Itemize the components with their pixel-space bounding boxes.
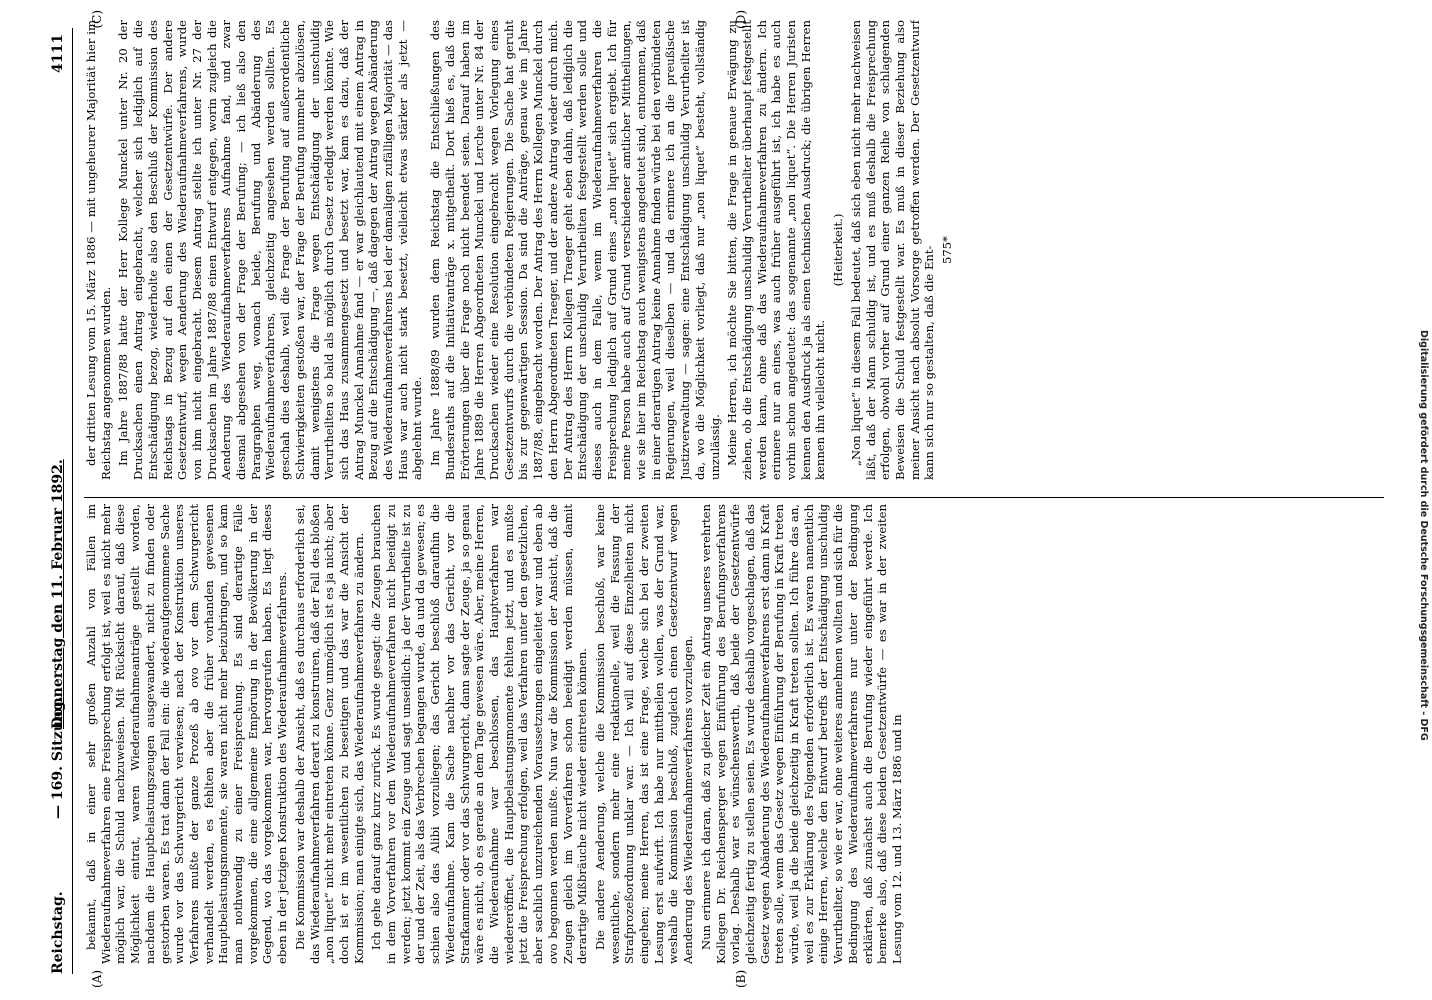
paragraph: „Non liquet“ in diesem Fall bedeutet, daß sich eben nicht mehr nachweisen läßt, daß der Mann schuldig ist, und es muß deshalb die Freisprechung erfolgen, obwohl vorher auf Grund einer ganzen Reihe von schlagenden Beweisen die Schuld festgestellt war. Es muß in dieser Beziehung also meiner Ansicht nach absolut Vorsorge getroffen werden. Der Gesetzentwurf kann sich nur so gestalten, daß die Ent- — [848, 20, 937, 480]
margin-marker-a: (A) — [90, 969, 104, 988]
right-column — [84, 20, 1384, 480]
stage-direction: (Heiterkeit.) — [831, 213, 846, 287]
paragraph: bekannt, daß in einer sehr großen Anzahl von Fällen im Wiederaufnahmeverfahren eine Freisprechung erfolgt ist, weil es nicht mehr möglich war, die Schuld nachzuweisen. Mit Rücksicht darauf, daß diese Möglichkeit eintrat, waren Wiederaufnahmeanträge gestellt worden, nachdem die Hauptbelastungszeugen ausgewandert, nicht zu finden oder gestorben waren. Es trat dann der Fall ein: die wiederaufgenommene Sache wurde vor das Schwurgericht verwiesen; nach der Konstruktion unseres Verfahrens mußte der ganze Prozeß ab ovo vor dem Schwurgericht verhandelt werden, es fehlten aber die früher vorhanden gewesenen Hauptbelastungsmomente, sie waren nicht mehr beizubringen, und so kam man nothwendig zu einer Freisprechung. Es sind derartige Fälle vorgekommen, die eine allgemeine Empörung in der Bevölkerung in der Gegend, wo das vorgekommen war, hervorgerufen haben. Es liegt dieses eben in der jetzigen Konstruktion des Wiederaufnahmeverfahrens. — [84, 504, 290, 964]
signature-mark: 575* — [940, 236, 955, 264]
margin-marker-b: (B) — [734, 969, 748, 988]
paragraph: Ich gehe darauf ganz kurz zurück. Es wurde gesagt: die Zeugen brauchen in dem Vorverfahren vor dem Wiederaufnahmeverfahren nicht beeidigt zu werden; jetzt kommt ein Zeuge und sagt unseidlich: ja der Verurtheilte ist zu der und der Zeit, als das Verbrechen begangen wurde, da und da gewesen; es schien also das Alibi vorzuliegen; das Gericht beschloß daraufhin die Wiederaufnahme. Kam die Sache nachher vor das Gericht, vor die Strafkammer oder vor das Schwurgericht, dann sagte der Zeuge, ja so genau wäre es nicht, ob es gerade an dem Tage gewesen wäre. Aber, meine Herren, die Wiederaufnahme war beschlossen, das Hauptverfahren war wiedereröffnet, die Hauptbelastungsmomente fehlten jetzt, und es mußte jetzt die Freisprechung erfolgen, weil das Verfahren unter den gesetzlichen, aber sachlich unzureichenden Voraussetzungen eingeleitet war und eben ab ovo begonnen werden mußte. Nun war die Kommission der Ansicht, daß die Zeugen gleich im Vorverfahren schon beeidigt werden müssen, damit derartige Mißbräuche nicht wieder eintreten können. — [369, 504, 590, 964]
header-date: Donnerstag den 11. Februar 1892. — [50, 459, 66, 729]
page-number: 4111 — [50, 34, 66, 73]
paragraph: Meine Herren, ich möchte Sie bitten, die Frage in genaue Erwägung zu ziehen, ob die Entschädigung unschuldig Verurtheilter überhaupt festgestellt werden kann, ohne daß das Wiederaufnahmeverfahren zu ändern. Ich erinnere nur an eines, was auch früher ausgeführt ist, ich habe es auch vorhin schon angedeutet: das sogenannte „non liquet“. Die Herren Juristen kennen den Ausdruck ja als einen technischen Ausdruck; die übrigen Herren kennen ihn vielleicht nicht. — [725, 20, 828, 480]
header-title: Reichstag. — [50, 891, 66, 974]
paragraph: der dritten Lesung vom 15. März 1886 — mit ungeheurer Majorität hier im Reichstag angenommen wurden. — [84, 20, 113, 480]
page-header — [32, 28, 73, 974]
paragraph: Die andere Aenderung, welche die Kommission beschloß, war keine wesentliche, sondern mehr eine redaktionelle, weil die Fassung der Strafprozeßordnung unklar war. — Ich will auf diese Einzelheiten nicht eingehen; meine Herren, das ist eine Frage, welche sich bei der zweiten Lesung erst aufwirft. Ich habe nur mittheilen wollen, was der Grund war, weshalb die Kommission beschloß, zugleich einen Gesetzentwurf wegen Aenderung des Wiederaufnahmeverfahrens vorzulegen. — [592, 504, 696, 964]
paragraph: Im Jahre 1887/88 hatte der Herr Kollege Munckel unter Nr. 20 der Drucksachen einen Antrag eingebracht, welcher sich lediglich auf die Entschädigung bezog, wiederholte also den Beschluß der Kommission des Reichstags in Bezug auf den einen der Gesetzentwürfe. Der andere Gesetzentwurf, wegen Aenderung des Wiederaufnahmeverfahrens, wurde von ihm nicht eingebracht. Diesem Antrag stellte ich unter Nr. 27 der Drucksachen im Jahre 1887/88 einen Entwurf entgegen, worin zugleich die Aenderung des Wiederaufnahmeverfahrens Aufnahme fand, und zwar diesmal abgesehen von der Frage der Berufung; — ich ließ also den Paragraphen weg, wonach beide, Berufung und Abänderung des Wiederaufnahmeverfahrens, gleichzeitig angesehen werden sollten. Es geschah dies deshalb, weil die Frage der Berufung auf außerordentliche Schwierigkeiten gestoßen war, der Frage der Berufung nunmehr abzulösen, damit wenigstens die Frage wegen Entschädigung der unschuldig Verurtheilten so bald als möglich durch Gesetz erledigt werden könnte. Wie sich das Haus zusammengesetzt und besetzt war, kam es dazu, daß der Antrag Munckel Annahme fand — er war gleichlautend mit einem Antrag in Bezug auf die Entschädigung —, daß dagegen der Antrag wegen Abänderung des Wiederaufnahmeverfahrens bei der damaligen zufälligen Majorität — das Haus war auch nicht stark besetzt, vielleicht etwas stärker als jetzt — abgelehnt wurde. — [116, 20, 425, 480]
paragraph: Die Kommission war deshalb der Ansicht, daß es durchaus erforderlich sei, das Wiederaufnahmeverfahren derart zu konstruiren, daß der Fall des bloßen „non liquet“ nicht mehr eintreten könne. Genz unmöglich ist es ja nicht; aber doch ist er im wesentlichen zu beseitigen und das war die Ansicht der Kommission; man einigte sich, das Wiederaufnahmeverfahren zu ändern. — [292, 504, 366, 964]
paragraph: Im Jahre 1888/89 wurden dem Reichstag die Entschließungen des Bundesraths auf die Initiativanträge x. mitgetheilt. Dort hieß es, daß die Erörterungen über die Frage noch nicht beendet seien. Darauf haben im Jahre 1889 die Herren Abgeordneten Munckel und Lerche unter Nr. 84 der Drucksachen wieder eine Resolution eingebracht wegen Vorlegung eines Gesetzentwurfs durch die verbündeten Regierungen. Die Sache hat geruht bis zur gegenwärtigen Session. Da sind die Anträge, genau wie im Jahre 1887/88, eingebracht worden. Der Antrag des Herrn Kollegen Munckel durch den Herrn Abgeordneten Traeger, und der andere Antrag wieder durch mich. Der Antrag des Herrn Kollegen Traeger geht eben dahin, daß lediglich die Entschädigung der unschuldig Verurtheilten festgestellt werden solle und dieses auch in dem Falle, wenn im Wiederaufnahmeverfahren die Freisprechung lediglich auf Grund eines „non liquet“ sich ergiebt. Ich für meine Person habe auch auf Grund verschiedener amtlicher Mittheilungen, wie sie hier im Reichstag auch wenigstens angedeutet sind, entnommen, daß in einer derartigen Antrag keine Annahme finden würde bei den verbündeten Regierungen, weil dieselben — und da erinnere ich an die preußische Justizverwaltung — sagen: eine Entschädigung unschuldig Verurtheilter ist da, wo die Möglichkeit vorliegt, daß nur „non liquet“ besteht, vollständig unzulässig. — [428, 20, 722, 480]
left-column — [84, 504, 1384, 964]
document-page — [14, 8, 1418, 992]
dfg-side-note: Digitalisierung gefördert durch die Deutsche Forschungsgemeinschaft - DFG — [1418, 330, 1429, 741]
margin-marker-c: (C) — [90, 10, 104, 29]
header-session: — 169. Sitzung. — [50, 696, 66, 819]
paragraph: Nun erinnere ich daran, daß zu gleicher Zeit ein Antrag unseres verehrten Kollegen Dr. Reichensperger wegen Einführung des Berufungsverfahrens vorlag. Deshalb war es wünschenswerth, daß beide der Gesetzentwürfe gleichzeitig fertig zu stellen seien. Es wurde deshalb vorgeschlagen, daß das Gesetz wegen Abänderung des Wiederaufnahmeverfahrens erst dann in Kraft treten solle, wenn das Gesetz wegen Einführung der Berufung in Kraft treten würde, weil ja die beide gleichzeitig in Kraft treten sollten. Ich führe das an, weil es zur Erklärung des Folgenden erforderlich ist. Es waren namentlich einige Herren, welche den Entwurf betreffs der Entschädigung unschuldig Verurtheilter, so wie er war, ohne weiteres annehmen wollten und sich für die Bedingung des Wiederaufnahmeverfahrens nur unter der Bedingung erklärten, daß zunächst auch die Berufung wieder eingeführt werde. Ich bemerke also, daß diese beiden Gesetzentwürfe — es war in der zweiten Lesung vom 12. und 13. März 1886 und in — [698, 504, 904, 964]
margin-marker-d: (D) — [734, 10, 748, 29]
column-divider — [84, 497, 1384, 498]
